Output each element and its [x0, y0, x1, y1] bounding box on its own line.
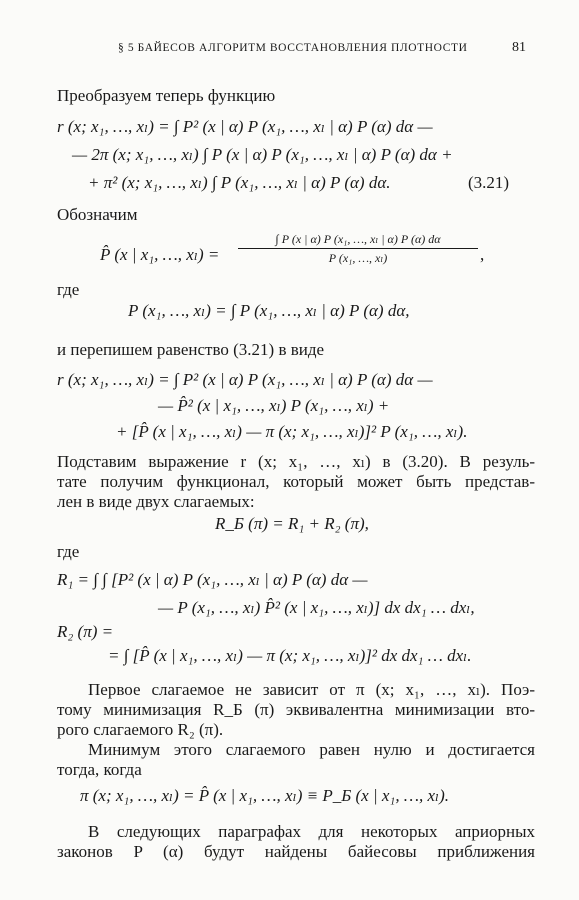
- equation-rewritten-line-1: r (x; x₁, …, xₗ) = ∫ P² (x | α) P (x₁, …, xₗ | α) P (α) dα —: [57, 370, 433, 389]
- paragraph-line: где: [57, 542, 80, 561]
- equation-comma: ,: [480, 245, 485, 264]
- equation-functional-split: R_Б (π) = R₁ + R₂ (π),: [215, 514, 369, 533]
- equation-3-21-line-1: r (x; x₁, …, xₗ) = ∫ P² (x | α) P (x₁, …, xₗ | α) P (α) dα —: [57, 117, 433, 136]
- paragraph-line: Минимум этого слагаемого равен нулю и достигается: [88, 740, 535, 759]
- paragraph-line: рого слагаемого R₂ (π).: [57, 720, 224, 739]
- paragraph-line: В следующих параграфах для некоторых априорных: [88, 822, 535, 841]
- fraction-numerator: ∫ P (x | α) P (x₁, …, xₗ | α) P (α) dα: [275, 232, 441, 246]
- page-number: 81: [512, 40, 526, 55]
- equation-p-hat-lhs: P̂ (x | x₁, …, xₗ) =: [100, 245, 220, 264]
- equation-r2-lhs: R₂ (π) =: [57, 622, 114, 641]
- equation-3-21-line-2: — 2π (x; x₁, …, xₗ) ∫ P (x | α) P (x₁, …, xₗ | α) P (α) dα +: [72, 145, 453, 164]
- equation-3-21-line-3: + π² (x; x₁, …, xₗ) ∫ P (x₁, …, xₗ | α) P (α) dα.: [88, 173, 391, 192]
- paragraph-line: лен в виде двух слагаемых:: [57, 492, 255, 511]
- equation-rewritten-line-2: — P̂² (x | x₁, …, xₗ) P (x₁, …, xₗ) +: [158, 396, 390, 415]
- paragraph-line: Преобразуем теперь функцию: [57, 86, 276, 105]
- equation-number-3-21: (3.21): [468, 173, 510, 192]
- equation-r1-line-2: — P (x₁, …, xₗ) P̂² (x | x₁, …, xₗ)] dx dx₁ … dxₗ,: [158, 598, 475, 617]
- paragraph-line: тате получим функционал, который может быть представ-: [57, 472, 535, 491]
- running-title: § 5 БАЙЕСОВ АЛГОРИТМ ВОССТАНОВЛЕНИЯ ПЛОТНОСТИ: [118, 42, 468, 54]
- paragraph-line: Подставим выражение r (x; x₁, …, xₗ) в (3.20). В резуль-: [57, 452, 535, 471]
- equation-p-hat-fraction: [238, 232, 478, 266]
- equation-marginal: P (x₁, …, xₗ) = ∫ P (x₁, …, xₗ | α) P (α) dα,: [128, 301, 410, 320]
- equation-r2-rhs: = ∫ [P̂ (x | x₁, …, xₗ) — π (x; x₁, …, xₗ)]² dx dx₁ … dxₗ.: [108, 646, 472, 665]
- paragraph-line: законов P (α) будут найдены байесовы приближения: [57, 842, 535, 861]
- running-header: [118, 42, 538, 56]
- paragraph-line: Первое слагаемое не зависит от π (x; x₁, …, xₗ). Поэ-: [88, 680, 535, 699]
- fraction-bar: [238, 248, 478, 249]
- paragraph-line: тому минимизация R_Б (π) эквивалентна минимизации вто-: [57, 700, 535, 719]
- fraction-denominator: P (x₁, …, xₗ): [328, 251, 388, 266]
- equation-r1-line-1: R₁ = ∫ ∫ [P² (x | α) P (x₁, …, xₗ | α) P (α) dα —: [57, 570, 368, 589]
- paragraph-line: где: [57, 280, 80, 299]
- paragraph-line: тогда, когда: [57, 760, 142, 779]
- paragraph-line: и перепишем равенство (3.21) в виде: [57, 340, 325, 359]
- paragraph-line: Обозначим: [57, 205, 138, 224]
- equation-rewritten-line-3: + [P̂ (x | x₁, …, xₗ) — π (x; x₁, …, xₗ)]² P (x₁, …, xₗ).: [116, 422, 468, 441]
- equation-optimal-pi: π (x; x₁, …, xₗ) = P̂ (x | x₁, …, xₗ) ≡ P_Б (x | x₁, …, xₗ).: [80, 786, 450, 805]
